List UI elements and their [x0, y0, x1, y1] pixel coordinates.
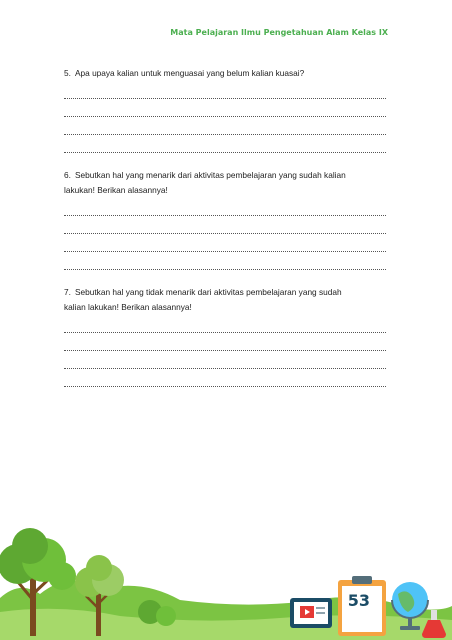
answer-line[interactable] [64, 198, 386, 216]
question-number: 6. [64, 170, 71, 180]
question-7 [64, 285, 386, 387]
question-text: Sebutkan hal yang tidak menarik dari aktivitas pembelajaran yang sudah [75, 287, 342, 297]
answer-line[interactable] [64, 315, 386, 333]
answer-line[interactable] [64, 99, 386, 117]
question-6 [64, 168, 386, 270]
question-text: Apa upaya kalian untuk menguasai yang belum kalian kuasai? [75, 68, 305, 78]
footer-illustration [0, 520, 452, 640]
answer-line[interactable] [64, 81, 386, 99]
answer-line[interactable] [64, 351, 386, 369]
answer-line[interactable] [64, 234, 386, 252]
video-board-icon [290, 598, 332, 628]
question-text-continued: kalian lakukan! Berikan alasannya! [64, 302, 192, 312]
question-text: Sebutkan hal yang menarik dari aktivitas pembelajaran yang sudah kalian [75, 170, 346, 180]
running-header: Mata Pelajaran Ilmu Pengetahuan Alam Kelas IX [170, 28, 388, 37]
question-text-continued: lakukan! Berikan alasannya! [64, 185, 168, 195]
question-number: 7. [64, 287, 71, 297]
answer-line[interactable] [64, 135, 386, 153]
answer-line[interactable] [64, 252, 386, 270]
page-number: 53 [347, 591, 370, 610]
question-5 [64, 66, 386, 153]
answer-line[interactable] [64, 117, 386, 135]
answer-line[interactable] [64, 333, 386, 351]
worksheet [64, 66, 386, 402]
question-number: 5. [64, 68, 71, 78]
answer-line[interactable] [64, 216, 386, 234]
answer-line[interactable] [64, 369, 386, 387]
